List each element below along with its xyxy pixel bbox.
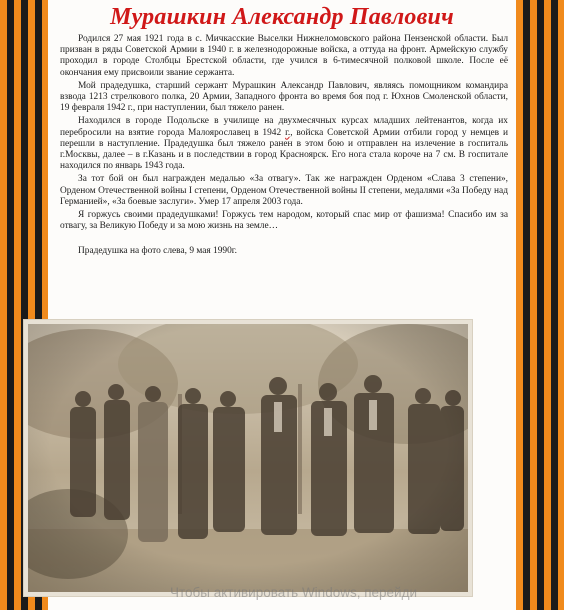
sepia-group-photo (28, 324, 468, 592)
document-title: Мурашкин Александр Павлович (110, 4, 454, 30)
paragraph: Находился в городе Подольске в училище на двухмесячных курсах младших лейтенантов, когда их перебросили на взятие города Малоярославец в 1942 г., войска Советской Армии отбили город у немцев и перешли в наступление. Прадедушка был тяжело ранен в этом бою и отправлен на излечение в госпиталь г.Москвы, далее – в г.Казань и в последствии в город Красноярск. Его нога стала короче на 7 см. В госпитале находился по январь 1943 года. (60, 116, 508, 172)
paragraph: Мой прадедушка, старший сержант Мурашкин Александр Павлович, являясь помощником командира взвода 1213 стрелкового полка, 20 Армии, Западного фронта во время боя под г. Юхнов Смоленской области, 19 февраля 1942 г., при наступлении, был тяжело ранен. (60, 80, 508, 114)
paragraph: За тот бой он был награжден медалью «За отвагу». Так же награжден Орденом «Слава 3 степени», Орденом Отечественной войны I степени, Орденом Отечественной войны II степени, медалями «За Победу над Германией», «За боевые заслуги». Умер 17 апреля 2003 года. (60, 174, 508, 207)
paragraph: Родился 27 мая 1921 года в с. Мичкасские Выселки Нижнеломовского района Пензенской области. Был призван в ряды Советской Армии в 1940 г. в железнодорожные войска, а оттуда на фронт. Армейскую службу проходил в городе Столбцы Брестской области, где учился в 6-тимесячной полковой школе. После её окончания ему присвоили звание сержанта. (60, 34, 508, 78)
st-george-ribbon-right (516, 0, 564, 610)
photo-caption: Прадедушка на фото слева, 9 мая 1990г. (78, 246, 237, 257)
windows-activation-watermark: Чтобы активировать Windows, перейди (170, 585, 418, 600)
spellcheck-mark: г., (285, 127, 293, 138)
document-body (60, 34, 508, 260)
photo-frame (24, 320, 472, 596)
paragraph: Я горжусь своими прадедушками! Горжусь тем народом, который спас мир от фашизма! Спасибо им за отвагу, за Великую Победу и за мою жизнь на земле… (60, 210, 508, 232)
